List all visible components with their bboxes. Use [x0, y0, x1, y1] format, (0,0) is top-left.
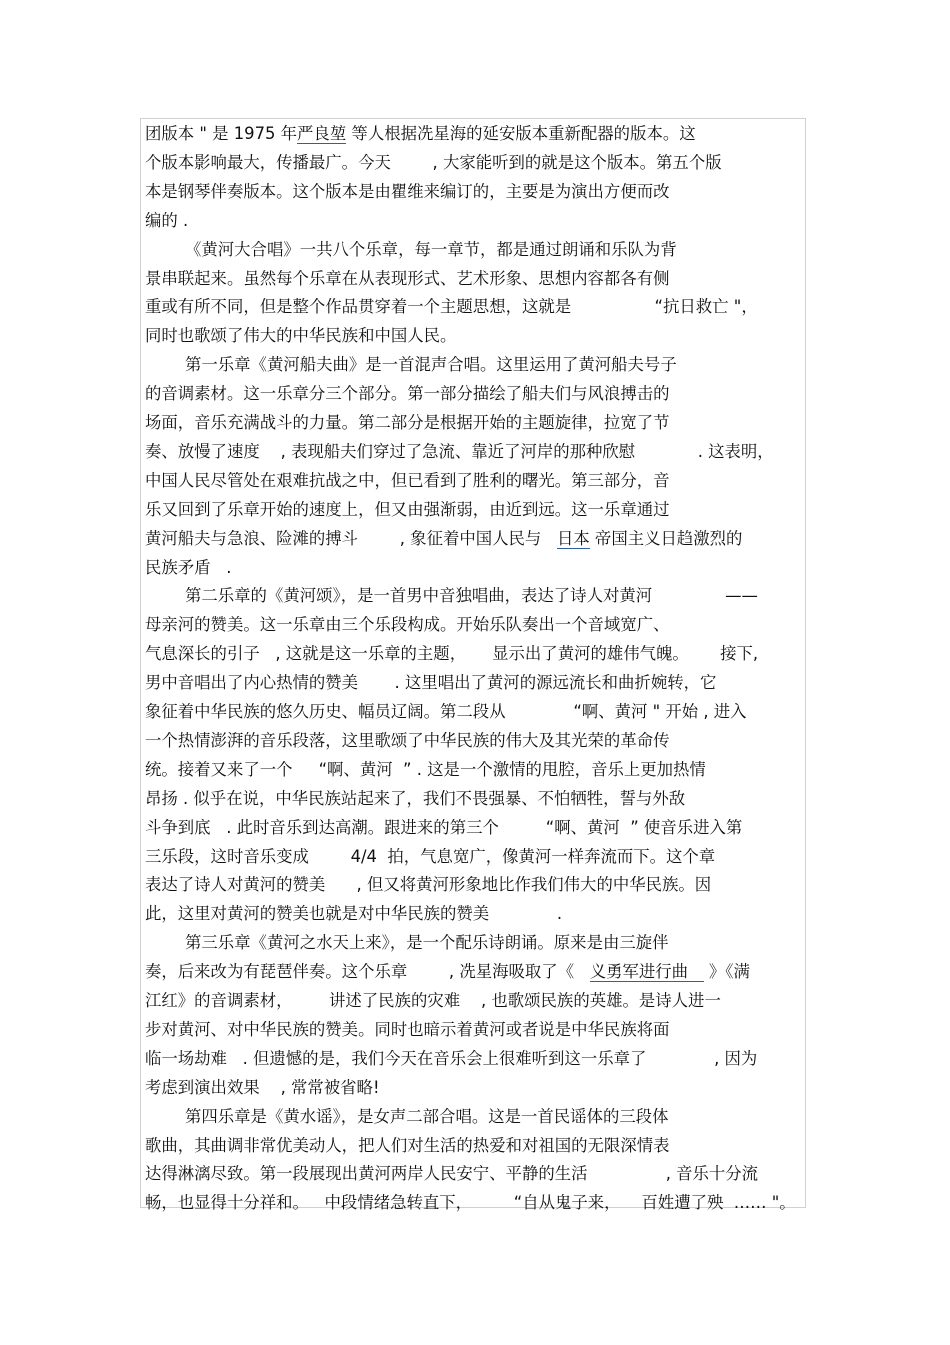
text-segment: 奏，后来改为有琵琶伴奏。这个乐章 , 冼星海吸取了《: [145, 962, 590, 982]
text-line: 第一乐章《黄河船夫曲》是一首混声合唱。这里运用了黄河船夫号子: [185, 355, 677, 375]
text-line: 此，这里对黄河的赞美也就是对中华民族的赞美 .: [145, 904, 563, 924]
text-line: 民族矛盾 .: [145, 557, 232, 577]
text-line: 本是钢琴伴奏版本。这个版本是由瞿维来编订的，主要是为演出方便而改: [145, 181, 670, 201]
text-line: [145, 529, 800, 549]
text-line: 同时也歌颂了伟大的中华民族和中国人民。: [145, 326, 457, 346]
text-line: 斗争到底 . 此时音乐到达高潮。跟进来的第三个 “啊、黄河 ” 使音乐进入第: [145, 817, 743, 837]
text-line: 江红》的音调素材， 讲述了民族的灾难 , 也歌颂民族的英雄。是诗人进一: [145, 991, 721, 1010]
text-segment: 》《满: [703, 962, 750, 982]
text-line: 《黄河大合唱》一共八个乐章，每一章节，都是通过朗诵和乐队为背: [185, 239, 677, 259]
text-line: 重或有所不同，但是整个作品贯穿着一个主题思想，这就是 “抗日救亡 "，: [145, 297, 758, 317]
text-line: 奏、放慢了速度 , 表现船夫们穿过了急流、靠近了河岸的那种欣慰 . 这表明，: [145, 441, 774, 461]
text-line: 统。接着又来了一个 “啊、黄河 ” . 这是一个激情的甩腔，音乐上更加热情: [145, 759, 706, 779]
text-line: 昂扬 . 似乎在说，中华民族站起来了，我们不畏强暴、不怕牺牲，誓与外敌: [145, 788, 686, 808]
text-line: 乐又回到了乐章开始的速度上，但又由强渐弱，由近到远。这一乐章通过: [145, 499, 670, 519]
text-line: 第三乐章《黄河之水天上来》，是一个配乐诗朗诵。原来是由三旋伴: [185, 933, 669, 953]
text-line: 场面，音乐充满战斗的力量。第二部分是根据开始的主题旋律，拉宽了节: [145, 413, 670, 432]
text-segment: 团版本 " 是 1975 年: [145, 124, 298, 143]
text-line: 男中音唱出了内心热情的赞美 . 这里唱出了黄河的源远流长和曲折婉转，它: [145, 673, 717, 693]
text-line: 第二乐章的《黄河颂》，是一首男中音独唱曲，表达了诗人对黄河 ——: [185, 586, 758, 606]
text-line: 表达了诗人对黄河的赞美 , 但又将黄河形象地比作我们伟大的中华民族。因: [145, 875, 712, 895]
text-line: 考虑到演出效果 , 常常被省略!: [145, 1077, 380, 1097]
text-line: 个版本影响最大，传播最广。今天 , 大家能听到的就是这个版本。第五个版: [145, 152, 722, 172]
hyperlink[interactable]: 严良堃: [297, 124, 347, 143]
text-line: 畅，也显得十分祥和。 中段情绪急转直下， “自从鬼子来， 百姓遭了殃 …… "。: [145, 1193, 796, 1213]
text-line: 歌曲，其曲调非常优美动人，把人们对生活的热爱和对祖国的无限深情表: [145, 1135, 670, 1155]
text-line: 步对黄河、对中华民族的赞美。同时也暗示着黄河或者说是中华民族将面: [145, 1019, 670, 1039]
text-segment: 帝国主义日趋激烈的: [589, 528, 743, 548]
text-segment: 等人根据冼星海的延安版本重新配器的版本。这: [346, 124, 696, 143]
text-line: 母亲河的赞美。这一乐章由三个乐段构成。开始乐队奏出一个音域宽广、: [145, 615, 670, 635]
text-line: 三乐段，这时音乐变成 4/4 拍，气息宽广，像黄河一样奔流而下。这个章: [145, 846, 716, 866]
text-line: 景串联起来。虽然每个乐章在从表现形式、艺术形象、思想内容都各有侧: [145, 268, 670, 288]
text-line: 编的 .: [145, 210, 189, 230]
text-line: 象征着中华民族的悠久历史、幅员辽阔。第二段从 “啊、黄河 " 开始 , 进入: [145, 702, 747, 721]
hyperlink[interactable]: 日本: [556, 528, 590, 548]
text-line: 中国人民尽管处在艰难抗战之中，但已看到了胜利的曙光。第三部分，音: [145, 470, 670, 490]
text-line: [145, 124, 800, 144]
text-line: [145, 962, 800, 982]
text-line: 一个热情澎湃的音乐段落，这里歌颂了中华民族的伟大及其光荣的革命传: [145, 730, 670, 750]
text-line: 气息深长的引子 , 这就是这一乐章的主题， 显示出了黄河的雄伟气魄。 接下,: [145, 644, 759, 664]
text-line: 第四乐章是《黄水谣》，是女声二部合唱。这是一首民谣体的三段体: [185, 1106, 669, 1126]
hyperlink[interactable]: 义勇军进行曲: [589, 962, 704, 982]
text-line: 的音调素材。这一乐章分三个部分。第一部分描绘了船夫们与风浪搏击的: [145, 384, 670, 404]
text-line: 达得淋漓尽致。第一段展现出黄河两岸人民安宁、平静的生活 , 音乐十分流: [145, 1164, 759, 1184]
text-segment: 黄河船夫与急浪、险滩的搏斗 , 象征着中国人民与: [145, 528, 557, 548]
text-line: 临一场劫难 . 但遗憾的是，我们今天在音乐会上很难听到这一乐章了 , 因为: [145, 1048, 758, 1068]
